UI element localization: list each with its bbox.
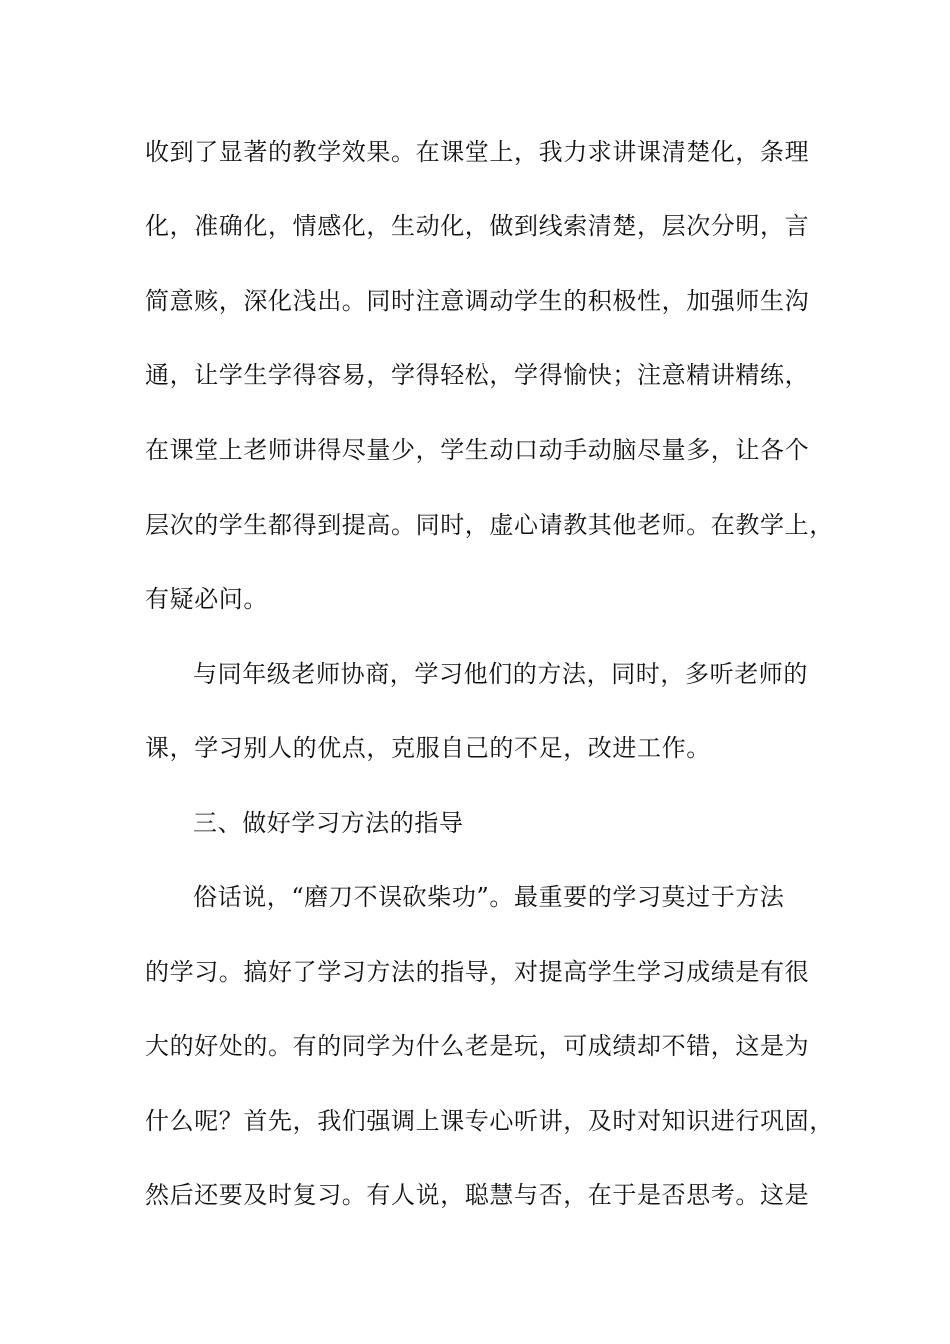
paragraph-first-line: 与同年级老师协商，学习他们的方法，同时，多听老师的 bbox=[193, 660, 808, 688]
text-line: 有疑必问。 bbox=[145, 585, 268, 613]
text-line: 收到了显著的教学效果。在课堂上，我力求讲课清楚化，条理 bbox=[145, 138, 810, 166]
text-line: 在课堂上老师讲得尽量少，学生动口动手动脑尽量多，让各个 bbox=[145, 436, 810, 464]
paragraph-first-line: 俗话说，“磨刀不误砍柴功”。最重要的学习莫过于方法 bbox=[193, 883, 785, 911]
text-line: 什么呢？首先，我们强调上课专心听讲，及时对知识进行巩固， bbox=[145, 1107, 834, 1135]
text-line: 简意赅，深化浅出。同时注意调动学生的积极性，加强师生沟 bbox=[145, 287, 810, 315]
text-line: 通，让学生学得容易，学得轻松，学得愉快；注意精讲精练， bbox=[145, 361, 810, 389]
text-line: 大的好处的。有的同学为什么老是玩，可成绩却不错，这是为 bbox=[145, 1032, 810, 1060]
section-heading: 三、做好学习方法的指导 bbox=[193, 809, 464, 837]
text-line: 的学习。搞好了学习方法的指导，对提高学生学习成绩是有很 bbox=[145, 958, 810, 986]
text-line: 化，准确化，情感化，生动化，做到线索清楚，层次分明，言 bbox=[145, 212, 810, 240]
text-line: 层次的学生都得到提高。同时，虚心请教其他老师。在教学上， bbox=[145, 511, 834, 539]
text-line: 课，学习别人的优点，克服自己的不足，改进工作。 bbox=[145, 734, 711, 762]
text-line: 然后还要及时复习。有人说，聪慧与否，在于是否思考。这是 bbox=[145, 1181, 810, 1209]
